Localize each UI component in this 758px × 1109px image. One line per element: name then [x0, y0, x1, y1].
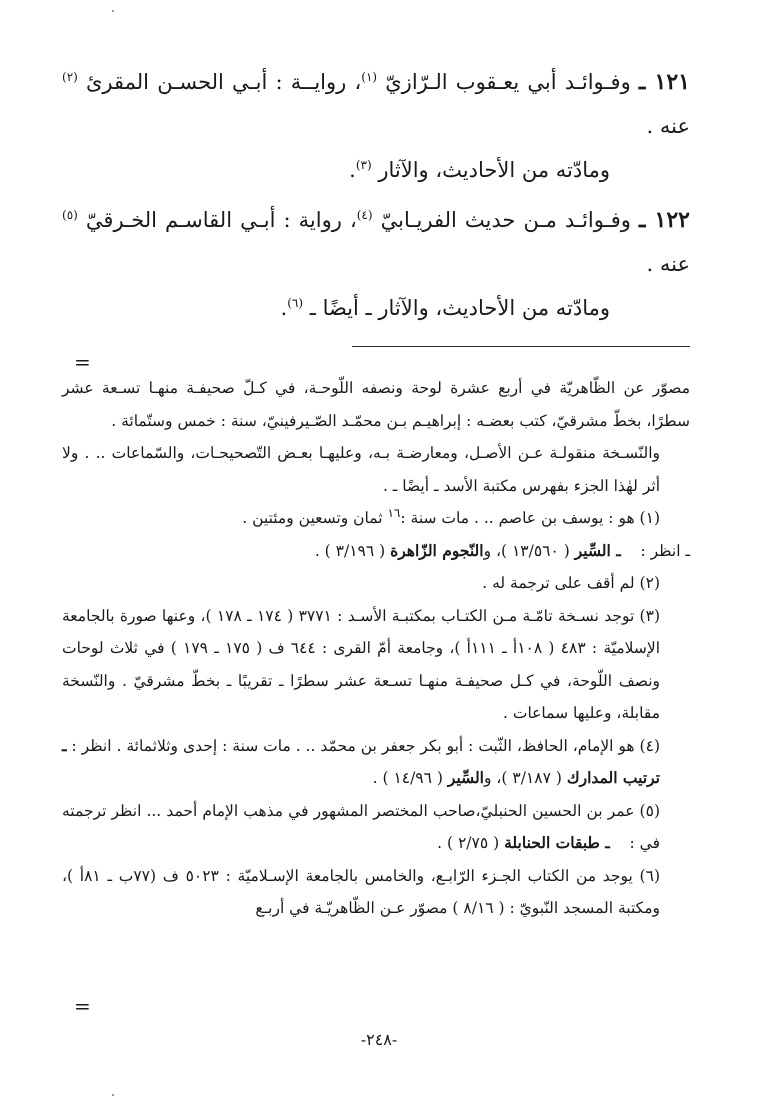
footnote-text: (٥) عمر بن الحسين الحنبليّ،صاحب المختصر المشهور في مذهب الإمام أحمد ... انظر ترجمته في :	[62, 801, 660, 852]
footnote-continuation-2: والنّسـخة منقولـة عـن الأصـل، ومعارضـة بـه، وعليهـا بعـض التّصحيحـات، والسّماعات .. . ولا أثر لهٰذا الجزء بفهرس مكتبة الأسد ـ أيضًا ـ .	[62, 444, 660, 495]
footnote-text: (١) هو : يوسف بن عاصم .. . مات سنة :	[400, 509, 660, 527]
footnote-3: (٣) توجد نسـخة تامّـة مـن الكتـاب بمكتبـة الأسـد : ٣٧٧١ ( ١٧٤ ـ ١٧٨ )، وعنها صورة بالجامعة الإسلاميّة : ٤٨٣ ( ١٠٨أ ـ ١١١أ )، وجامعة أمّ القرى : ٦٤٤ ف ( ١٧٥ ـ ١٧٩ ) في ثلاث لوحات ونصف اللّوحة، في كـل صحيفـة منهـا تسـعة عشر سطرًا ـ تقريبًا ـ بخطّ مشرقيّ . والنّسخة مقابلة، وعليها سماعات .	[62, 606, 660, 722]
period: .	[349, 158, 356, 182]
footnote-1-refs	[62, 535, 690, 568]
footnote-5	[62, 795, 690, 860]
ref-volume: ( ٣/١٩٦ ) .	[314, 541, 386, 560]
continuation-mark-bottom: =	[74, 994, 91, 1018]
footnote-4	[62, 730, 690, 795]
ref-title: ـ ترتيب المدارك	[62, 735, 660, 787]
entry-tail: عنه .	[646, 252, 690, 276]
footnote-ref[interactable]: (٦)	[287, 296, 304, 310]
ref-volume: ( ٣/١٨٧ )، و	[483, 769, 562, 787]
ref-title: النّجوم الزّاهرة	[390, 540, 484, 560]
period: .	[280, 296, 288, 320]
footnote-separator	[352, 346, 690, 347]
footnote-ref[interactable]: (٣)	[355, 158, 372, 172]
entry-title: وفـوائـد أبي يعـقوب الـرّازيّ	[385, 70, 631, 94]
ref-title: السِّير	[447, 768, 484, 787]
scan-speck	[112, 10, 114, 12]
footnote-text: (٤) هو الإمام، الحافظ، الثّبت : أبو بكر جعفر بن محمّد .. . مات سنة : إحدى وثلاثمائة . انظر :	[71, 736, 660, 755]
content-text: ومادّته من الأحاديث، والآثار ـ أيضًا ـ	[309, 296, 610, 320]
footnote-6: (٦) يوجد من الكتاب الجـزء الرّابـع، والخامس بالجامعة الإسـلاميّة : ٥٠٢٣ ف (٧٧ب ـ ٨١أ )، ومكتبة المسجد النّبويّ : ( ٨/١٦ ) مصوّر عـن الظّاهريّـة في أربـع	[62, 866, 660, 917]
entry-number: ١٢٢ ـ	[639, 207, 690, 233]
footnote-ref[interactable]: (٢)	[62, 70, 78, 84]
footnote-ref[interactable]: (٤)	[356, 208, 373, 222]
page-number: -٢٤٨-	[360, 1030, 398, 1049]
scan-speck	[112, 1094, 114, 1096]
ref-volume: ( ١٤/٩٦ ) .	[372, 769, 443, 787]
entry-122	[62, 198, 690, 286]
footnote-ref[interactable]: (١)	[361, 70, 378, 84]
footnote-continuation: مصوّر عن الظّاهريّة في أربع عشرة لوحة ونصفه اللّوحـة، في كـلّ صحيفـة منهـا تسـعة عشر سطرًا، بخطّ مشرقيّ، كتب بعضـه : إبراهيـم بـن محمّـد الصّـيرفينيّ، سنة : خمس وستّمائة .	[62, 379, 690, 430]
entry-number: ١٢١ ـ	[638, 69, 690, 95]
marginal-number: ١٦	[387, 505, 401, 520]
entry-121	[62, 60, 690, 148]
continuation-mark-top: =	[74, 350, 91, 374]
footnote-1	[62, 502, 690, 535]
entry-narration: ، روايــة : أبـي الحسـن المقرئ	[86, 70, 362, 94]
ref-title: ـ طبقات الحنابلة	[504, 833, 610, 852]
main-text	[62, 60, 690, 336]
entry-narration: ، رواية : أبـي القاسـم الخـرقيّ	[85, 208, 357, 232]
content-text: ومادّته من الأحاديث، والآثار	[378, 158, 610, 182]
entry-title: وفـوائـد مـن حديث الفريـابيّ	[380, 208, 631, 232]
ref-volume: ( ١٣/٥٦٠ )، و	[483, 541, 570, 560]
ref-lead: ـ انظر :	[640, 541, 690, 560]
ref-volume: ( ٢/٧٥ ) .	[437, 834, 500, 852]
entry-tail: عنه .	[646, 114, 690, 138]
footnote-ref[interactable]: (٥)	[62, 208, 78, 222]
entry-122-content	[62, 286, 690, 330]
footnote-2: (٢) لم أقف على ترجمة له .	[482, 574, 660, 592]
footnotes	[62, 372, 690, 925]
entry-121-content	[62, 148, 690, 192]
ref-title: ـ السِّير	[574, 540, 621, 560]
footnote-text: ثمان وتسعين ومئتين .	[242, 509, 383, 527]
